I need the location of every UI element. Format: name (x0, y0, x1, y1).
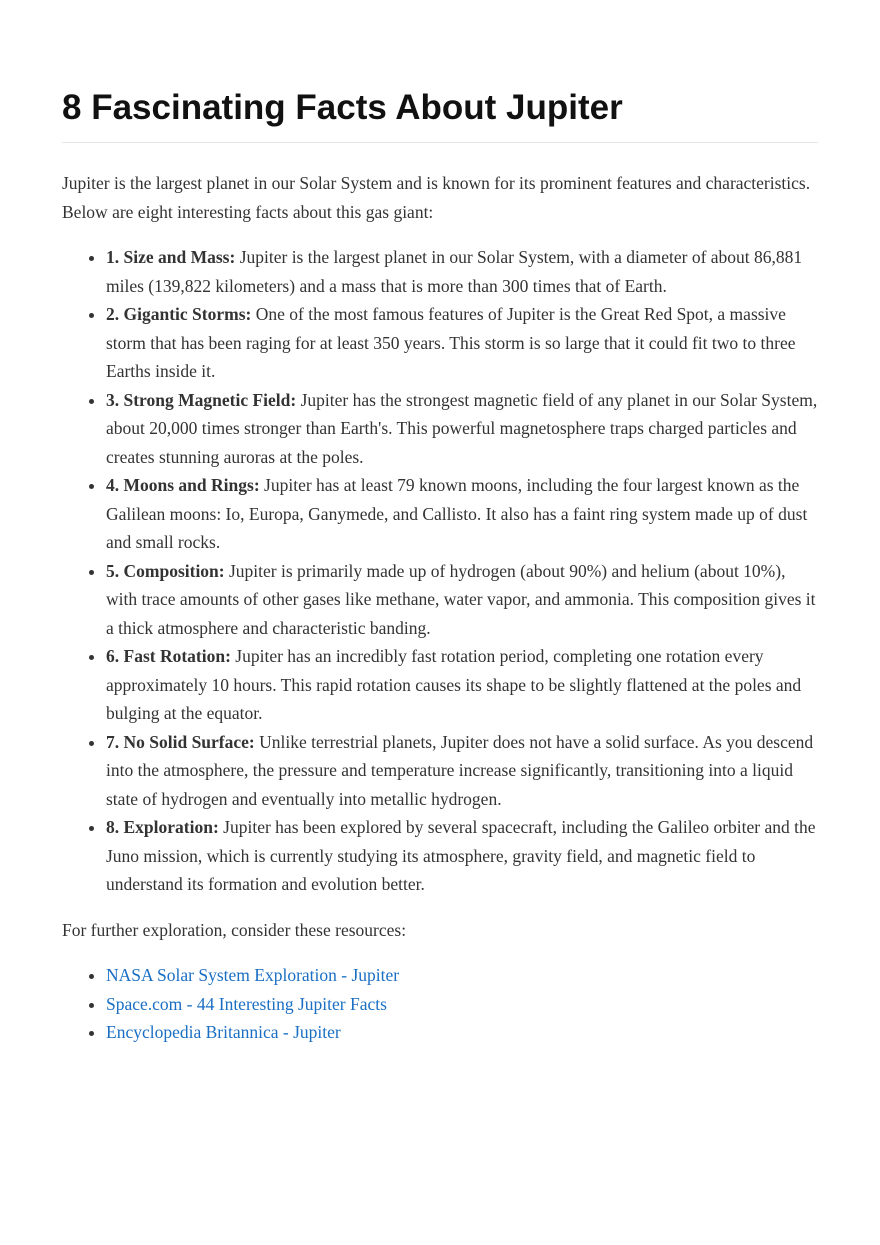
fact-text: Jupiter has the strongest magnetic field of any planet in our Solar System, about 20,000 times stronger than Earth's. This powerful magnetosphere traps charged particles and creates stunning auroras at the poles. (106, 389, 818, 467)
fact-label: 5. Composition: (106, 560, 225, 581)
list-item (106, 813, 818, 899)
fact-text: Jupiter is the largest planet in our Solar System, with a diameter of about 86,881 miles (139,822 kilometers) and a mass that is more than 300 times that of Earth. (106, 247, 803, 296)
list-item (106, 300, 818, 386)
fact-text: Jupiter has been explored by several spacecraft, including the Galileo orbiter and the Juno mission, which is currently studying its atmosphere, gravity field, and magnetic field to understand its formation and evolution better. (106, 817, 816, 894)
list-item (106, 557, 818, 643)
list-item (106, 386, 818, 472)
list-item (106, 728, 818, 814)
resources-list (62, 961, 818, 1047)
resource-link-nasa[interactable]: NASA Solar System Exploration - Jupiter (106, 965, 400, 985)
fact-text: Jupiter has at least 79 known moons, including the four largest known as the Galilean moons: Io, Europa, Ganymede, and Callisto. It also has a faint ring system made up of dust and small rocks. (106, 475, 808, 552)
page-title: 8 Fascinating Facts About Jupiter (62, 87, 818, 143)
fact-label: 3. Strong Magnetic Field: (106, 389, 297, 410)
resource-link-britannica[interactable]: Encyclopedia Britannica - Jupiter (106, 1022, 341, 1042)
fact-label: 7. No Solid Surface: (106, 731, 255, 752)
fact-label: 2. Gigantic Storms: (106, 304, 252, 324)
list-item (106, 1018, 818, 1047)
document-page (62, 0, 818, 1047)
facts-list (62, 243, 818, 899)
resource-link-space[interactable]: Space.com - 44 Interesting Jupiter Facts (106, 993, 387, 1014)
list-item (106, 243, 818, 300)
fact-label: 8. Exploration: (106, 817, 219, 837)
list-item (106, 990, 818, 1019)
list-item (106, 642, 818, 728)
fact-text: Jupiter is primarily made up of hydrogen (about 90%) and helium (about 10%), with trace amounts of other gases like methane, water vapor, and ammonia. This composition gives it a thick atmosphere and characteristic banding. (106, 560, 816, 638)
intro-paragraph: Jupiter is the largest planet in our Solar System and is known for its prominent features and characteristics. Below are eight interesting facts about this gas giant: (62, 173, 811, 222)
fact-text: Jupiter has an incredibly fast rotation period, completing one rotation every approximately 10 hours. This rapid rotation causes its shape to be slightly flattened at the poles and bulging at the equator. (106, 646, 802, 723)
further-paragraph: For further exploration, consider these resources: (62, 919, 407, 940)
fact-label: 4. Moons and Rings: (106, 475, 260, 495)
fact-text: One of the most famous features of Jupiter is the Great Red Spot, a massive storm that has been raging for at least 350 years. This storm is so large that it could fit two to three Earths inside it. (106, 304, 796, 381)
fact-text: Unlike terrestrial planets, Jupiter does not have a solid surface. As you descend into the atmosphere, the pressure and temperature increase significantly, transitioning into a liquid state of hydrogen and eventually into metallic hydrogen. (106, 731, 814, 809)
fact-label: 6. Fast Rotation: (106, 646, 231, 666)
fact-label: 1. Size and Mass: (106, 247, 236, 267)
list-item (106, 961, 818, 990)
list-item (106, 471, 818, 557)
